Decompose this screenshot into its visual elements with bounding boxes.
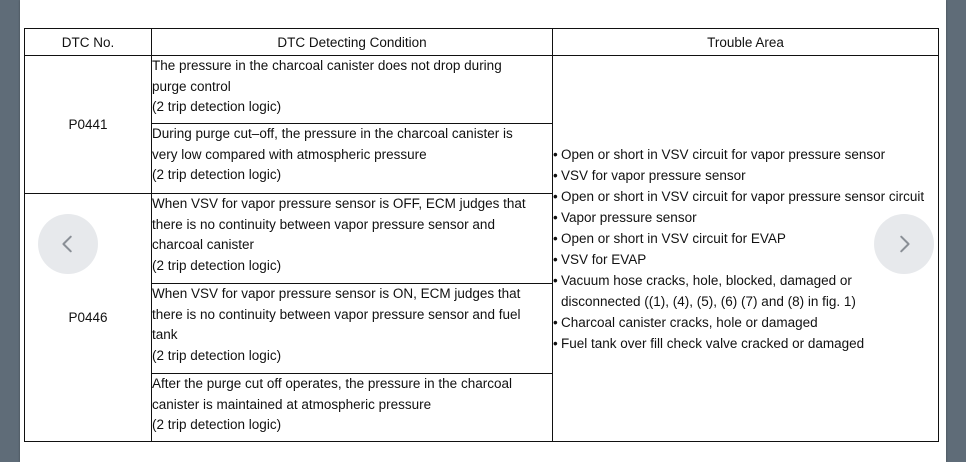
list-item: • Vapor pressure sensor (553, 209, 697, 225)
list-item: • Vacuum hose cracks, hole, blocked, damaged or disconnected ((1), (4), (5), (6) (7) and (8) in fig. 1) (553, 272, 856, 309)
condition-line: purge control (152, 78, 231, 94)
condition-line: there is no continuity between vapor pressure sensor and fuel (152, 306, 521, 322)
condition-line: tank (152, 327, 178, 342)
condition-line: (2 trip detection logic) (152, 167, 282, 182)
list-item: • Open or short in VSV circuit for vapor pressure sensor (553, 146, 886, 162)
condition-line: there is no continuity between vapor pressure sensor and (152, 216, 495, 232)
chevron-left-icon (57, 233, 79, 255)
chevron-right-icon (893, 233, 915, 255)
header-trouble-area: Trouble Area (553, 29, 939, 56)
list-item: • Open or short in VSV circuit for EVAP (553, 230, 786, 246)
dtc-code: P0441 (25, 56, 152, 194)
condition-line: (2 trip detection logic) (152, 417, 282, 432)
list-item: • VSV for vapor pressure sensor (553, 167, 746, 183)
header-row (25, 29, 939, 56)
detecting-condition (152, 56, 553, 124)
header-detecting-condition: DTC Detecting Condition (152, 29, 553, 56)
detecting-condition (152, 374, 553, 442)
condition-line: (2 trip detection logic) (152, 257, 282, 273)
list-item: • Fuel tank over fill check valve cracked or damaged (553, 335, 865, 351)
condition-line: After the purge cut off operates, the pressure in the charcoal (152, 376, 512, 391)
previous-page-button[interactable] (38, 214, 98, 274)
condition-line: charcoal canister (152, 237, 255, 252)
detecting-condition (152, 194, 553, 284)
dtc-table (24, 28, 939, 442)
document-page (20, 0, 946, 462)
condition-line: When VSV for vapor pressure sensor is OFF, ECM judges that (152, 196, 526, 211)
condition-line: During purge cut–off, the pressure in the charcoal canister is (152, 126, 513, 141)
list-item: • VSV for EVAP (553, 251, 647, 267)
header-dtc-no: DTC No. (25, 29, 152, 56)
condition-line: (2 trip detection logic) (152, 99, 282, 114)
list-item: • Charcoal canister cracks, hole or damaged (553, 314, 818, 330)
next-page-button[interactable] (874, 214, 934, 274)
condition-line: When VSV for vapor pressure sensor is ON, ECM judges that (152, 286, 521, 301)
list-item: • Open or short in VSV circuit for vapor pressure sensor circuit (553, 188, 925, 204)
table-row (25, 56, 939, 124)
detecting-condition (152, 284, 553, 374)
detecting-condition (152, 124, 553, 194)
condition-line: The pressure in the charcoal canister does not drop during (152, 58, 502, 73)
condition-line: (2 trip detection logic) (152, 347, 282, 363)
condition-line: canister is maintained at atmospheric pressure (152, 396, 432, 412)
dtc-code: P0446 (25, 194, 152, 442)
condition-line: very low compared with atmospheric pressure (152, 146, 427, 162)
